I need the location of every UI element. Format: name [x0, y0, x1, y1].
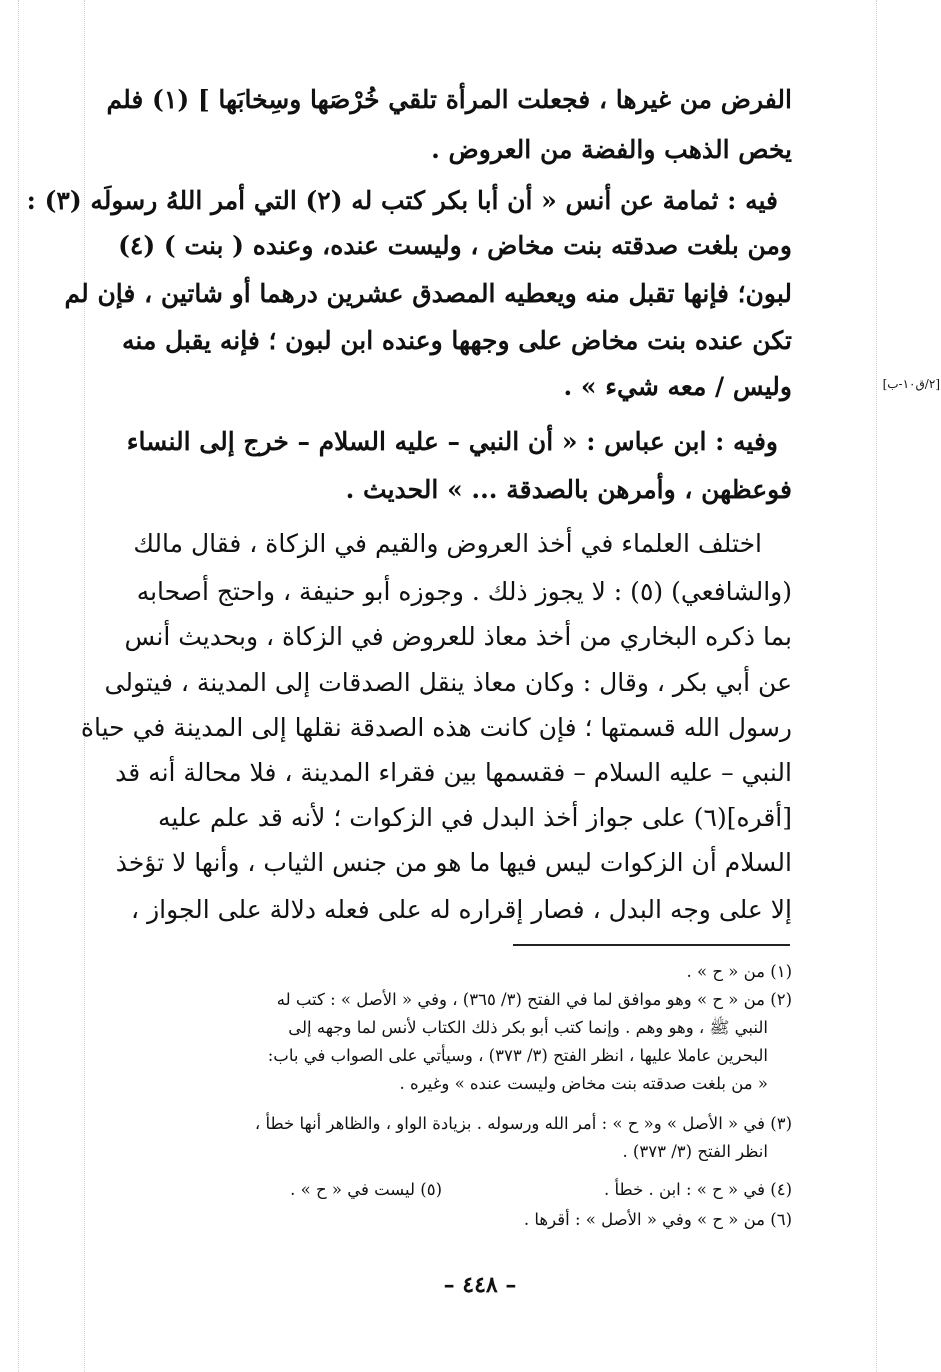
- scan-guide-line: [876, 0, 877, 1372]
- text-line: بما ذكره البخاري من أخذ معاذ للعروض في الزكاة ، وبحديث أنس: [124, 622, 792, 651]
- text-line: وليس / معه شيء » .: [563, 372, 792, 401]
- text-line: تكن عنده بنت مخاض على وجهها وعنده ابن لبون ؛ فإنه يقبل منه: [122, 326, 792, 355]
- footnote: (٣) في « الأصل » و« ح » : أمر الله ورسوله . بزيادة الواو ، والظاهر أنها خطأ ،: [254, 1114, 792, 1133]
- text-line: فيه : ثمامة عن أنس « أن أبا بكر كتب له (٢) التي أمر اللهُ رسولَه (٣) :: [26, 186, 778, 215]
- text-line: لبون؛ فإنها تقبل منه ويعطيه المصدق عشرين درهما أو شاتين ، فإن لم: [64, 279, 792, 308]
- text-line: (والشافعي) (٥) : لا يجوز ذلك . وجوزه أبو حنيفة ، واحتج أصحابه: [136, 577, 792, 606]
- text-line: النبي – عليه السلام – فقسمها بين فقراء المدينة ، فلا محالة أنه قد: [115, 758, 792, 787]
- text-line: ومن بلغت صدقته بنت مخاض ، وليست عنده، وعنده ( بنت ) (٤): [118, 231, 792, 260]
- footnote-continuation: النبي ﷺ ، وهو وهم . وإنما كتب أبو بكر ذلك الكتاب لأنس لما وجهه إلى: [288, 1018, 768, 1037]
- text-line: وفيه : ابن عباس : « أن النبي – عليه السلام – خرج إلى النساء: [126, 427, 778, 456]
- footnote: (٥) ليست في « ح » .: [290, 1180, 442, 1199]
- text-line: اختلف العلماء في أخذ العروض والقيم في الزكاة ، فقال مالك: [133, 529, 762, 558]
- footnote-continuation: انظر الفتح (٣/ ٣٧٣) .: [622, 1142, 768, 1161]
- text-line: الفرض من غيرها ، فجعلت المرأة تلقي خُرْصَها وسِخابَها ] (١) فلم: [106, 85, 792, 114]
- footnote-continuation: « من بلغت صدقته بنت مخاض وليست عنده » وغيره .: [399, 1074, 768, 1093]
- footnote-continuation: البحرين عاملا عليها ، انظر الفتح (٣/ ٣٧٣) ، وسيأتي على الصواب في باب:: [267, 1046, 768, 1065]
- manuscript-folio-reference: [٢/ق١٠-ب]: [882, 377, 940, 391]
- footnote: (١) من « ح » .: [686, 962, 792, 981]
- text-line: رسول الله قسمتها ؛ فإن كانت هذه الصدقة نقلها إلى المدينة في حياة: [80, 713, 792, 742]
- footnote: (٤) في « ح » : ابن . خطأ .: [604, 1180, 792, 1199]
- text-line: إلا على وجه البدل ، فصار إقراره له على فعله دلالة على الجواز ،: [131, 895, 792, 924]
- text-line: السلام أن الزكوات ليس فيها ما هو من جنس الثياب ، وأنها لا تؤخذ: [115, 848, 792, 877]
- text-line: [أقره](٦) على جواز أخذ البدل في الزكوات ؛ لأنه قد علم عليه: [157, 803, 792, 832]
- scan-guide-line: [18, 0, 19, 1372]
- footnote-separator: [513, 944, 790, 946]
- text-line: عن أبي بكر ، وقال : وكان معاذ ينقل الصدقات إلى المدينة ، فيتولى: [104, 668, 792, 697]
- text-line: يخص الذهب والفضة من العروض .: [431, 135, 792, 164]
- text-line: فوعظهن ، وأمرهن بالصدقة ... » الحديث .: [345, 475, 792, 504]
- footnote: (٢) من « ح » وهو موافق لما في الفتح (٣/ ٣٦٥) ، وفي « الأصل » : كتب له: [276, 990, 792, 1009]
- footnote: (٦) من « ح » وفي « الأصل » : أقرها .: [523, 1210, 792, 1229]
- page-number: – ٤٤٨ –: [443, 1272, 517, 1298]
